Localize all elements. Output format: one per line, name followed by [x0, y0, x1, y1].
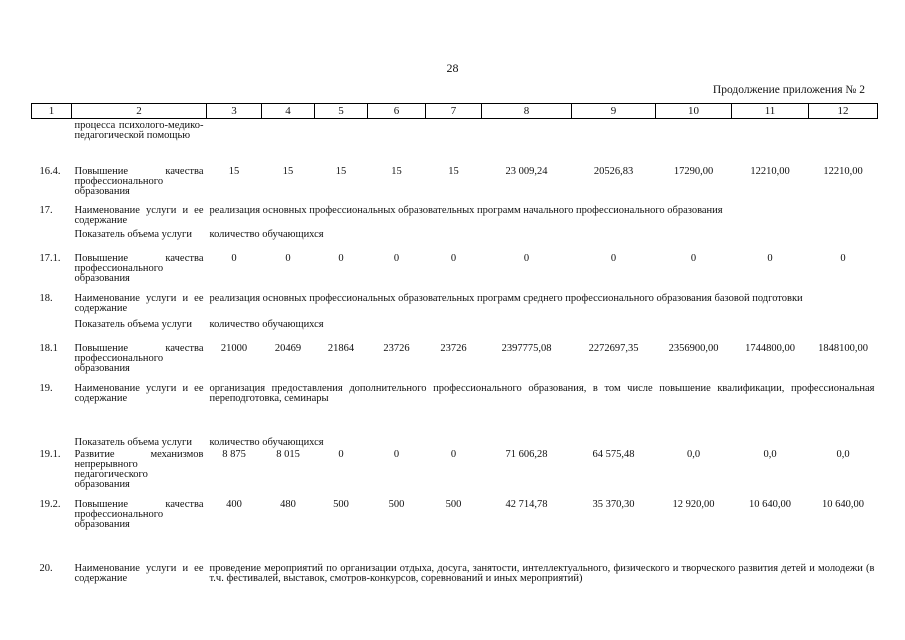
- value-cell: 64 575,48: [592, 448, 635, 460]
- value-cell: 17290,00: [673, 165, 714, 177]
- value-cell: 0: [840, 252, 846, 264]
- value-cell: 20469: [274, 342, 302, 354]
- value-cell: 35 370,30: [592, 498, 635, 510]
- value-cell: 15: [282, 165, 294, 177]
- value-cell: 400: [226, 498, 242, 510]
- table-row: [32, 420, 878, 448]
- value-cell: 1848100,00: [818, 342, 868, 354]
- value-cell: [207, 119, 262, 165]
- value-cell: 12210,00: [750, 165, 790, 177]
- value-cell: [368, 119, 426, 165]
- value-cell: 0,0: [763, 448, 777, 460]
- value-cell: 21000: [220, 342, 248, 354]
- value-cell: 0: [393, 448, 400, 460]
- table-row: [32, 119, 878, 165]
- row-number: 20.: [39, 562, 53, 574]
- row-name: Наименование услуги и ее содержание: [74, 562, 204, 584]
- value-cell: [809, 119, 878, 165]
- value-cell: 8 015: [276, 448, 300, 460]
- column-header: 7: [426, 104, 482, 119]
- row-description: проведение мероприятий по организации отдыха, досуга, занятости, интеллектуального, физического и творческого развития детей и молодежи (в т.ч. фестивалей, выставок, смотров-конкурсов, соревнований и иных мероприятий): [209, 562, 875, 584]
- column-header: 4: [262, 104, 315, 119]
- row-number: 19.1.: [39, 448, 61, 460]
- value-cell: 500: [333, 498, 349, 510]
- row-number: [32, 226, 72, 252]
- column-header: 9: [572, 104, 656, 119]
- row-description: реализация основных профессиональных образовательных программ начального профессионального образования: [209, 204, 723, 216]
- value-cell: 500: [445, 498, 462, 510]
- row-name: Наименование услуги и ее содержание: [74, 382, 204, 404]
- row-name: Показатель объема услуги: [74, 318, 192, 330]
- row-name: Развитие механизмов непрерывного педагогического образования: [74, 448, 204, 490]
- header-row: [32, 104, 878, 119]
- value-cell: 12210,00: [823, 165, 863, 177]
- row-name: Повышение качества профессионального образования: [74, 252, 204, 284]
- value-cell: 0: [767, 252, 773, 264]
- table-row: [32, 290, 878, 316]
- column-header: 6: [368, 104, 426, 119]
- table-row: [32, 498, 878, 548]
- column-header: 10: [656, 104, 732, 119]
- row-number: 19.: [39, 382, 53, 394]
- value-cell: 0: [523, 252, 530, 264]
- value-cell: 15: [335, 165, 347, 177]
- value-cell: 8 875: [222, 448, 246, 460]
- column-header: 8: [482, 104, 572, 119]
- table-row: [32, 380, 878, 420]
- value-cell: [482, 119, 572, 165]
- table-body: [32, 119, 878, 588]
- value-cell: 0: [690, 252, 697, 264]
- value-cell: 20526,83: [593, 165, 634, 177]
- row-name: Показатель объема услуги: [74, 228, 192, 240]
- value-cell: 0: [450, 448, 457, 460]
- row-number: 17.1.: [39, 252, 61, 264]
- row-number: [32, 119, 72, 165]
- value-cell: 0: [285, 252, 291, 264]
- column-header: 1: [32, 104, 72, 119]
- column-header: 12: [809, 104, 878, 119]
- column-header: 5: [315, 104, 368, 119]
- row-description: количество обучающихся: [209, 318, 324, 330]
- row-description: количество обучающихся: [209, 436, 324, 448]
- page-number: 28: [446, 61, 459, 75]
- value-cell: 0,0: [836, 448, 850, 460]
- value-cell: 21864: [327, 342, 355, 354]
- row-number: 18.1: [39, 342, 58, 354]
- value-cell: 10 640,00: [749, 498, 791, 510]
- table-row: [32, 226, 878, 252]
- column-header: 11: [732, 104, 809, 119]
- row-number: [32, 420, 72, 448]
- value-cell: 500: [388, 498, 405, 510]
- value-cell: 0: [338, 252, 344, 264]
- value-cell: 480: [280, 498, 296, 510]
- value-cell: 1744800,00: [745, 342, 795, 354]
- value-cell: [262, 119, 315, 165]
- row-name: Показатель объема услуги: [74, 436, 192, 448]
- table-row: [32, 316, 878, 342]
- value-cell: [426, 119, 482, 165]
- row-number: [32, 316, 72, 342]
- row-number: 18.: [39, 292, 53, 304]
- value-cell: [732, 119, 809, 165]
- row-name: Повышение качества профессионального образования: [74, 342, 204, 374]
- column-header: 3: [207, 104, 262, 119]
- row-number: 16.4.: [39, 165, 61, 177]
- value-cell: 23726: [383, 342, 410, 354]
- value-cell: 0: [450, 252, 457, 264]
- row-description: реализация основных профессиональных образовательных программ среднего профессионального образования базовой подготовки: [209, 292, 803, 304]
- value-cell: 2272697,35: [588, 342, 639, 354]
- table-row: [32, 165, 878, 202]
- value-cell: [656, 119, 732, 165]
- value-cell: 15: [228, 165, 240, 177]
- value-cell: 71 606,28: [505, 448, 548, 460]
- value-cell: 0: [610, 252, 617, 264]
- value-cell: 15: [391, 165, 402, 177]
- row-name: Повышение качества профессионального образования: [74, 165, 204, 197]
- value-cell: 10 640,00: [822, 498, 864, 510]
- table-row: [32, 252, 878, 290]
- row-number: 17.: [39, 204, 53, 216]
- row-number: 19.2.: [39, 498, 61, 510]
- value-cell: 23726: [440, 342, 467, 354]
- value-cell: 0: [393, 252, 400, 264]
- value-cell: 0: [231, 252, 237, 264]
- value-cell: 2356900,00: [668, 342, 719, 354]
- table-row: [32, 202, 878, 226]
- value-cell: 0,0: [686, 448, 701, 460]
- value-cell: 2397775,08: [501, 342, 552, 354]
- table-row: [32, 342, 878, 380]
- row-name: Наименование услуги и ее содержание: [74, 292, 204, 314]
- value-cell: 15: [448, 165, 459, 177]
- row-description: количество обучающихся: [209, 228, 324, 240]
- appendix-table: [31, 103, 878, 588]
- value-cell: 42 714,78: [505, 498, 548, 510]
- row-description: организация предоставления дополнительного профессионального образования, в том числе повышение квалификации, профессиональная переподготовка, семинары: [209, 382, 875, 404]
- table-row: [32, 548, 878, 588]
- value-cell: 23 009,24: [505, 165, 548, 177]
- column-header: 2: [72, 104, 207, 119]
- value-cell: [315, 119, 368, 165]
- value-cell: 12 920,00: [672, 498, 715, 510]
- row-name: Наименование услуги и ее содержание: [74, 204, 204, 226]
- continuation-label: Продолжение приложения № 2: [712, 84, 865, 96]
- row-name: Повышение качества профессионального образования: [74, 498, 204, 530]
- value-cell: [572, 119, 656, 165]
- value-cell: 0: [338, 448, 344, 460]
- table-row: [32, 448, 878, 498]
- row-name: процесса психолого-медико-педагогической помощью: [74, 120, 204, 141]
